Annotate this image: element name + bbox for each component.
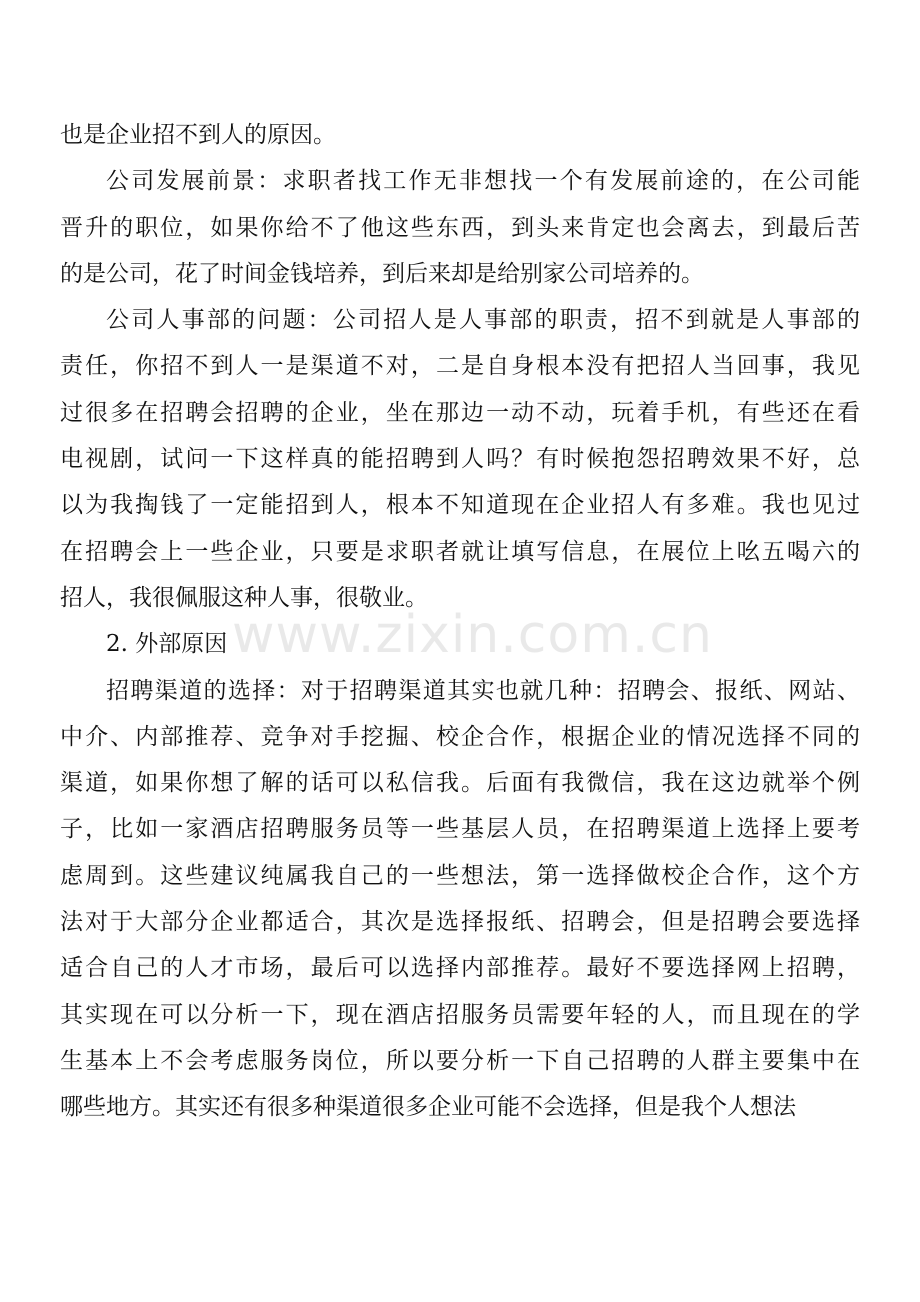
text-line: 以为我掏钱了一定能招到人，根本不知道现在企业招人有多难。我也见过 <box>60 492 860 519</box>
text-line: 2. 外部原因 <box>106 631 228 658</box>
text-line: 适合自己的人才市场，最后可以选择内部推荐。最好不要选择网上招聘， <box>60 955 860 982</box>
watermark: www.zixin.com.cn <box>232 605 713 665</box>
paragraph <box>60 297 860 621</box>
paragraph <box>60 158 860 297</box>
text-line: 渠道，如果你想了解的话可以私信我。后面有我微信，我在这边就举个例 <box>60 770 860 797</box>
text-line: 过很多在招聘会招聘的企业，坐在那边一动不动，玩着手机，有些还在看 <box>60 399 860 426</box>
text-line: 生基本上不会考虑服务岗位，所以要分析一下自己招聘的人群主要集中在 <box>60 1047 860 1074</box>
document-body <box>60 112 860 1131</box>
text-line: 法对于大部分企业都适合，其次是选择报纸、招聘会，但是招聘会要选择 <box>60 909 860 936</box>
text-line: 也是企业招不到人的原因。 <box>60 122 336 148</box>
text-line: 公司人事部的问题：公司招人是人事部的职责，招不到就是人事部的 <box>106 307 860 334</box>
text-line: 的是公司，花了时间金钱培养，到后来却是给别家公司培养的。 <box>60 260 704 287</box>
text-line: 招人，我很佩服这种人事，很敬业。 <box>60 584 428 611</box>
text-line: 中介、内部推荐、竞争对手挖掘、校企合作，根据企业的情况选择不同的 <box>60 723 860 750</box>
text-line: 其实现在可以分析一下，现在酒店招服务员需要年轻的人，而且现在的学 <box>60 1001 860 1028</box>
paragraph <box>60 112 860 158</box>
text-line: 招聘渠道的选择：对于招聘渠道其实也就几种：招聘会、报纸、网站、 <box>106 677 860 704</box>
text-line: 在招聘会上一些企业，只要是求职者就让填写信息，在展位上吆五喝六的 <box>60 538 860 565</box>
text-line: 虑周到。这些建议纯属我自己的一些想法，第一选择做校企合作，这个方 <box>60 862 860 889</box>
paragraph <box>60 621 860 667</box>
text-line: 子，比如一家酒店招聘服务员等一些基层人员，在招聘渠道上选择上要考 <box>60 816 860 843</box>
text-line: 公司发展前景：求职者找工作无非想找一个有发展前途的，在公司能 <box>106 168 860 195</box>
text-line: 电视剧，试问一下这样真的能招聘到人吗？有时候抱怨招聘效果不好，总 <box>60 446 860 473</box>
paragraph <box>60 668 860 1131</box>
text-line: 哪些地方。其实还有很多种渠道很多企业可能不会选择，但是我个人想法 <box>60 1094 796 1121</box>
text-line: 晋升的职位，如果你给不了他这些东西，到头来肯定也会离去，到最后苦 <box>60 214 860 241</box>
text-line: 责任，你招不到人一是渠道不对，二是自身根本没有把招人当回事，我见 <box>60 353 860 380</box>
